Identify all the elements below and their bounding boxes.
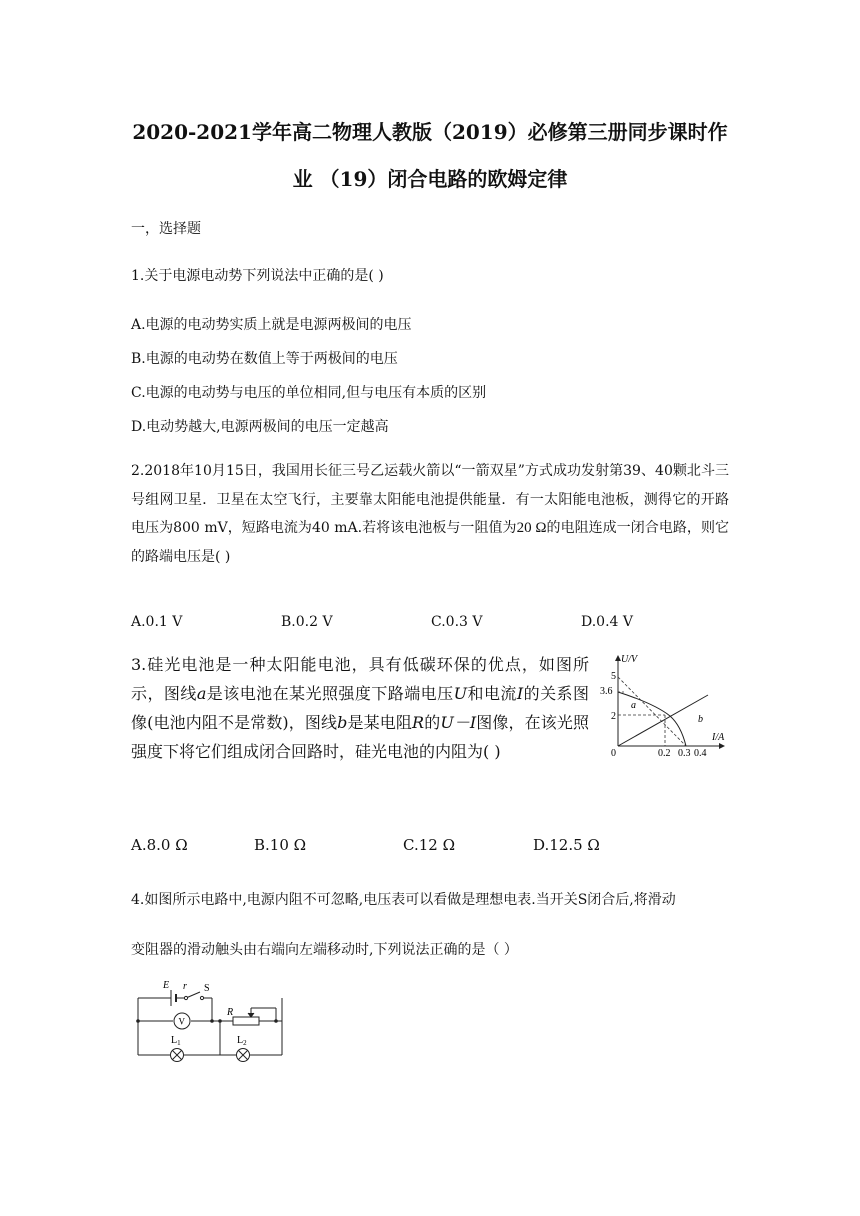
graph-x-tick-0-2: 0.2	[658, 748, 671, 759]
graph-y-tick-2: 2	[611, 711, 616, 722]
graph-y-tick-5: 5	[611, 671, 616, 682]
graph-origin: 0	[611, 748, 616, 759]
label-e: E	[163, 980, 170, 991]
q2-resistance: 20 Ω	[516, 520, 547, 536]
q3-ui-graph	[598, 650, 738, 762]
graph-label-b: b	[698, 714, 703, 725]
graph-curve-a	[618, 692, 686, 746]
graph-label-a: a	[631, 700, 636, 711]
graph-x-label: I/A	[712, 732, 725, 743]
q1-option-a: A.电源的电动势实质上就是电源两极间的电压	[131, 317, 412, 333]
q2-option-d: D.0.4 V	[581, 614, 634, 630]
q2-stem-part-2: 的电阻连成一闭合电路，则它的路端电压是( )	[131, 520, 729, 565]
graph-x-tick-0-4: 0.4	[694, 748, 707, 759]
label-r-rheostat: R	[227, 1007, 234, 1018]
label-s: S	[204, 983, 210, 994]
label-l2: $L_2$	[237, 1035, 247, 1047]
q3-var-i: I	[516, 684, 524, 703]
q3-ui-label: U－I	[440, 713, 477, 732]
q3-var-b: b	[337, 713, 348, 732]
q2-option-c: C.0.3 V	[431, 614, 483, 630]
q3-var-r: R	[412, 713, 425, 732]
q1-option-c: C.电源的电动势与电压的单位相同,但与电压有本质的区别	[131, 385, 487, 401]
graph-x-tick-0-3: 0.3	[678, 748, 691, 759]
q4-circuit-diagram	[130, 976, 290, 1064]
q2-option-b: B.0.2 V	[281, 614, 333, 630]
q3-option-d: D.12.5 Ω	[533, 836, 600, 854]
q4-stem-line-2: 变阻器的滑动触头由右端向左端移动时,下列说法正确的是（ ）	[131, 942, 518, 958]
q3-text: 是某电阻	[347, 713, 413, 732]
lamp-l2-icon	[237, 1049, 250, 1062]
graph-y-tick-3-6: 3.6	[600, 686, 613, 697]
switch-pivot	[184, 996, 187, 999]
q4-stem-line-1: 4.如图所示电路中,电源内阻不可忽略,电压表可以看做是理想电表.当开关S闭合后,将滑动	[131, 892, 676, 908]
q3-var-a: a	[196, 684, 207, 703]
q1-option-b: B.电源的电动势在数值上等于两极间的电压	[131, 351, 398, 367]
doc-title-line-2: 业 （19）闭合电路的欧姆定律	[292, 167, 568, 191]
q3-text: 的	[424, 713, 441, 732]
q3-option-a: A.8.0 Ω	[131, 836, 188, 854]
label-r: r	[183, 981, 187, 992]
label-v: V	[178, 1016, 185, 1027]
section-heading: 一，选择题	[131, 221, 201, 237]
q3-text: 的关系图像(电池内阻不是常数)，图线	[131, 684, 589, 732]
rheostat-body	[233, 1017, 259, 1025]
q3-option-b: B.10 Ω	[254, 836, 307, 854]
graph-dash-tangent	[618, 677, 686, 746]
q3-option-c: C.12 Ω	[403, 836, 456, 854]
switch-contact	[200, 996, 203, 999]
q3-var-u: U	[453, 684, 468, 703]
q2-option-a: A.0.1 V	[131, 614, 183, 630]
q3-text: 图像，在该光照强度下将它们组成闭合回路时，硅光电池的内阻为( )	[131, 713, 589, 761]
q1-stem: 1.关于电源电动势下列说法中正确的是( )	[131, 268, 384, 284]
q3-text: 是该电池在某光照强度下路端电压	[206, 684, 454, 703]
q2-stem-part-1: 2.2018年10月15日，我国用长征三号乙运载火箭以“一箭双星”方式成功发射第39、40颗北斗三号组网卫星．卫星在太空飞行，主要靠太阳能电池提供能量．有一太阳能电池板，测得它的开路电压为800 mV，短路电流为40 mA.若将该电池板与一阻值为	[131, 463, 729, 536]
label-l1: $L_1$	[171, 1035, 181, 1047]
q3-text: 3.硅光电池是一种太阳能电池，具有低碳环保的优点，如图所示，图线	[131, 655, 589, 703]
switch-blade	[186, 992, 200, 998]
q3-stem	[131, 650, 589, 766]
q2-stem	[131, 457, 729, 571]
q1-option-d: D.电动势越大,电源两极间的电压一定越高	[131, 419, 389, 435]
graph-y-label: U/V	[621, 654, 638, 665]
lamp-l1-icon	[171, 1049, 184, 1062]
doc-title-line-1: 2020-2021学年高二物理人教版（2019）必修第三册同步课时作	[132, 120, 728, 144]
q3-text: 和电流	[467, 684, 517, 703]
